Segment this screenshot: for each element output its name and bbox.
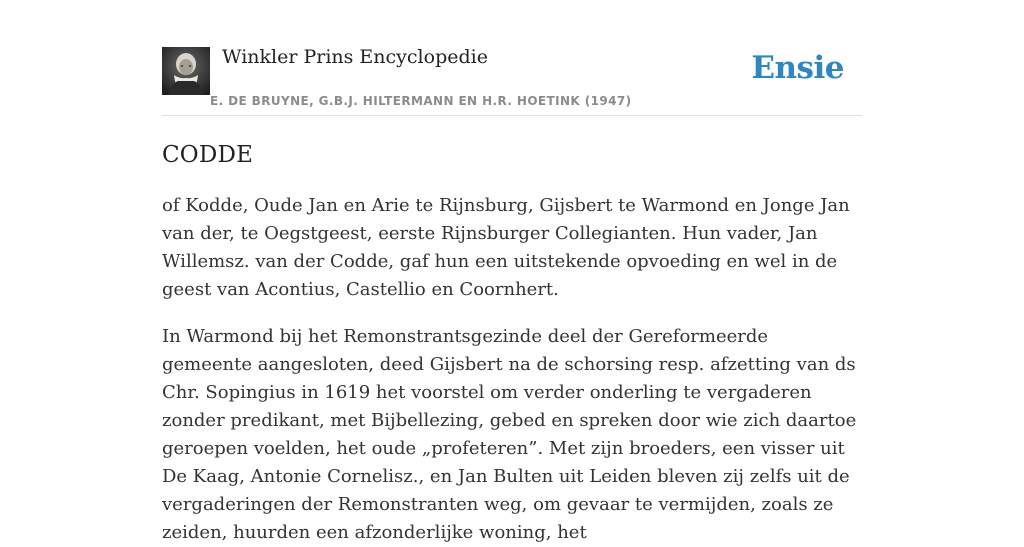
article-title: CODDE — [162, 142, 254, 168]
article — [162, 139, 862, 547]
portrait-icon — [162, 47, 210, 95]
source-authors: E. DE BRUYNE, G.B.J. HILTERMANN EN H.R. HOETINK (1947) — [210, 94, 632, 108]
ensie-logo[interactable]: Ensie — [751, 50, 844, 86]
author-avatar[interactable] — [162, 47, 210, 95]
source-header — [162, 44, 862, 116]
source-title[interactable]: Winkler Prins Encyclopedie — [222, 46, 488, 68]
article-paragraph: of Kodde, Oude Jan en Arie te Rijnsburg, Gijsbert te Warmond en Jonge Jan van der, te Oegstgeest, eerste Rijnsburger Collegianten. Hun vader, Jan Willemsz. van der Codde, gaf hun een uitstekende opvoeding en wel in de geest van Acontius, Castellio en Coornhert. — [162, 195, 850, 300]
article-paragraph: In Warmond bij het Remonstrantsgezinde deel der Gereformeerde gemeente aangesloten, deed Gijsbert na de schorsing resp. afzetting van ds Chr. Sopingius in 1619 het voorstel om verder onderling te vergaderen zonder predikant, met Bijbellezing, gebed en spreken door wie zich daartoe geroepen voelden, het oude „profeteren”. Met zijn broeders, een visser uit De Kaag, Antonie Cornelisz., en Jan Bulten uit Leiden bleven zij zelfs uit de vergaderingen der Remonstranten weg, om gevaar te vermijden, zoals ze zeiden, huurden een afzonderlijke woning, het — [162, 326, 857, 543]
